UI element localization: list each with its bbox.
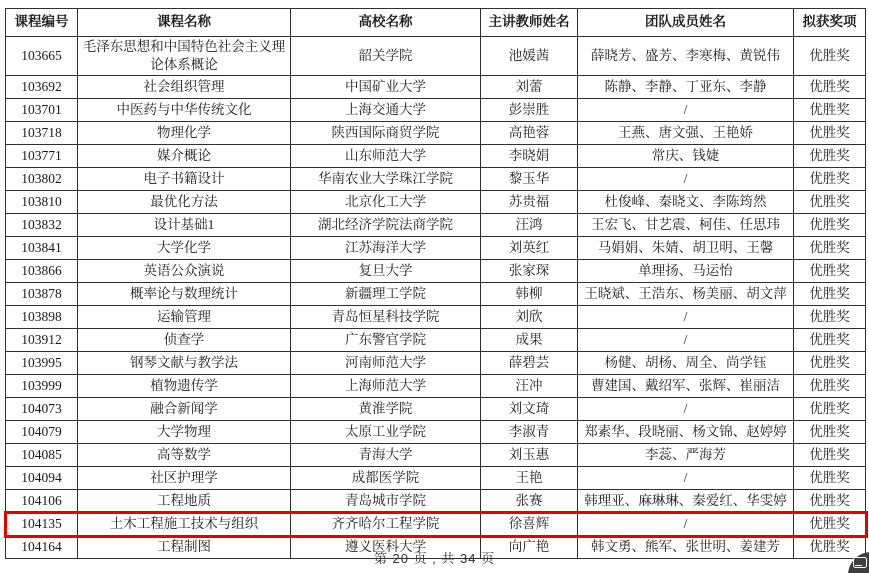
cell-course-name: 概率论与数理统计 xyxy=(78,283,291,306)
cell-teacher: 刘玉惠 xyxy=(481,444,578,467)
cell-award: 优胜奖 xyxy=(794,260,866,283)
cell-course-name: 运输管理 xyxy=(78,306,291,329)
cell-university: 韶关学院 xyxy=(291,37,481,76)
cell-course-no: 104164 xyxy=(6,536,78,559)
cell-university: 江苏海洋大学 xyxy=(291,237,481,260)
cell-course-no: 103802 xyxy=(6,168,78,191)
header-course-no: 课程编号 xyxy=(6,9,78,37)
cell-team: / xyxy=(578,99,794,122)
table-row xyxy=(6,145,866,168)
cell-university: 太原工业学院 xyxy=(291,421,481,444)
cell-team: 单理扬、马运怡 xyxy=(578,260,794,283)
page-number: 第 20 页 , 共 34 页 xyxy=(373,551,496,566)
cell-university: 青海大学 xyxy=(291,444,481,467)
cell-team: / xyxy=(578,398,794,421)
cell-award: 优胜奖 xyxy=(794,421,866,444)
cell-team: 杨健、胡杨、周全、尚学钰 xyxy=(578,352,794,375)
cell-university: 齐齐哈尔工程学院 xyxy=(291,513,481,536)
cell-award: 优胜奖 xyxy=(794,490,866,513)
cell-university: 新疆理工学院 xyxy=(291,283,481,306)
cell-course-no: 103841 xyxy=(6,237,78,260)
cell-course-name: 工程制图 xyxy=(78,536,291,559)
cell-teacher: 汪冲 xyxy=(481,375,578,398)
cell-teacher: 李淑青 xyxy=(481,421,578,444)
cell-course-no: 103718 xyxy=(6,122,78,145)
cell-team: 韩理亚、麻琳琳、秦爱红、华雯婷 xyxy=(578,490,794,513)
cell-team: / xyxy=(578,306,794,329)
cell-course-no: 104079 xyxy=(6,421,78,444)
cell-university: 中国矿业大学 xyxy=(291,76,481,99)
table-row xyxy=(6,76,866,99)
cell-course-no: 103912 xyxy=(6,329,78,352)
cell-award: 优胜奖 xyxy=(794,76,866,99)
table-row xyxy=(6,444,866,467)
table-row xyxy=(6,214,866,237)
cell-course-no: 104085 xyxy=(6,444,78,467)
cell-course-no: 103898 xyxy=(6,306,78,329)
header-university: 高校名称 xyxy=(291,9,481,37)
table-row xyxy=(6,237,866,260)
header-course-name: 课程名称 xyxy=(78,9,291,37)
cell-course-name: 电子书籍设计 xyxy=(78,168,291,191)
cell-course-name: 侦查学 xyxy=(78,329,291,352)
cell-teacher: 徐喜辉 xyxy=(481,513,578,536)
cell-teacher: 苏贵福 xyxy=(481,191,578,214)
cell-team: 王宏飞、甘艺震、柯佳、任思玮 xyxy=(578,214,794,237)
cell-team: 王燕、唐文强、王艳娇 xyxy=(578,122,794,145)
cell-team: 薛晓芳、盛芳、李寒梅、黄锐伟 xyxy=(578,37,794,76)
cell-university: 上海交通大学 xyxy=(291,99,481,122)
cell-course-name: 植物遗传学 xyxy=(78,375,291,398)
table-row xyxy=(6,122,866,145)
cell-course-name: 高等数学 xyxy=(78,444,291,467)
cell-teacher: 张赛 xyxy=(481,490,578,513)
table-row xyxy=(6,283,866,306)
cell-team: 马娟娟、朱婧、胡卫明、王馨 xyxy=(578,237,794,260)
header-teacher: 主讲教师姓名 xyxy=(481,9,578,37)
header-row xyxy=(6,9,866,37)
cell-course-no: 103701 xyxy=(6,99,78,122)
cell-university: 河南师范大学 xyxy=(291,352,481,375)
cell-teacher: 彭崇胜 xyxy=(481,99,578,122)
cell-team: 曹建国、戴绍军、张辉、崔丽洁 xyxy=(578,375,794,398)
cell-university: 陕西国际商贸学院 xyxy=(291,122,481,145)
cell-teacher: 张家琛 xyxy=(481,260,578,283)
cell-course-no: 103866 xyxy=(6,260,78,283)
cell-team: 杜俊峰、秦晓文、李陈筠然 xyxy=(578,191,794,214)
cell-teacher: 高艳蓉 xyxy=(481,122,578,145)
table-row xyxy=(6,99,866,122)
cell-award: 优胜奖 xyxy=(794,467,866,490)
cell-teacher: 刘文琦 xyxy=(481,398,578,421)
cell-university: 青岛恒星科技学院 xyxy=(291,306,481,329)
cell-course-no: 104094 xyxy=(6,467,78,490)
cell-university: 复旦大学 xyxy=(291,260,481,283)
card-icon xyxy=(853,557,867,568)
cell-award: 优胜奖 xyxy=(794,145,866,168)
cell-course-name: 英语公众演说 xyxy=(78,260,291,283)
cell-course-no: 103810 xyxy=(6,191,78,214)
cell-course-name: 大学化学 xyxy=(78,237,291,260)
table-row xyxy=(6,375,866,398)
cell-course-name: 钢琴文献与教学法 xyxy=(78,352,291,375)
table-row-highlighted xyxy=(6,513,866,536)
cell-university: 黄淮学院 xyxy=(291,398,481,421)
cell-teacher: 向广艳 xyxy=(481,536,578,559)
cell-course-no: 103832 xyxy=(6,214,78,237)
table-row xyxy=(6,37,866,76)
cell-award: 优胜奖 xyxy=(794,375,866,398)
cell-course-name: 融合新闻学 xyxy=(78,398,291,421)
table-row xyxy=(6,467,866,490)
cell-course-no: 104106 xyxy=(6,490,78,513)
cell-team: / xyxy=(578,329,794,352)
cell-course-no: 104135 xyxy=(6,513,78,536)
table-row xyxy=(6,329,866,352)
table-row xyxy=(6,168,866,191)
awards-table xyxy=(5,8,866,559)
cell-team: 常庆、钱婕 xyxy=(578,145,794,168)
cell-course-name: 媒介概论 xyxy=(78,145,291,168)
cell-course-name: 最优化方法 xyxy=(78,191,291,214)
cell-award: 优胜奖 xyxy=(794,398,866,421)
cell-course-no: 103999 xyxy=(6,375,78,398)
cell-award: 优胜奖 xyxy=(794,214,866,237)
cell-university: 山东师范大学 xyxy=(291,145,481,168)
cell-course-name: 社会组织管理 xyxy=(78,76,291,99)
cell-teacher: 李晓娟 xyxy=(481,145,578,168)
header-team: 团队成员姓名 xyxy=(578,9,794,37)
cell-course-name: 土木工程施工技术与组织 xyxy=(78,513,291,536)
cell-teacher: 池媛茜 xyxy=(481,37,578,76)
cell-university: 遵义医科大学 xyxy=(291,536,481,559)
cell-course-no: 103692 xyxy=(6,76,78,99)
cell-course-name: 毛泽东思想和中国特色社会主义理论体系概论 xyxy=(78,37,291,76)
cell-course-no: 103878 xyxy=(6,283,78,306)
cell-university: 青岛城市学院 xyxy=(291,490,481,513)
cell-course-name: 中医药与中华传统文化 xyxy=(78,99,291,122)
table-row xyxy=(6,191,866,214)
cell-university: 湖北经济学院法商学院 xyxy=(291,214,481,237)
cell-university: 广东警官学院 xyxy=(291,329,481,352)
cell-award: 优胜奖 xyxy=(794,444,866,467)
cell-team: / xyxy=(578,467,794,490)
cell-course-name: 社区护理学 xyxy=(78,467,291,490)
cell-award: 优胜奖 xyxy=(794,329,866,352)
cell-course-no: 103771 xyxy=(6,145,78,168)
table-body xyxy=(6,37,866,559)
cell-university: 上海师范大学 xyxy=(291,375,481,398)
cell-team: / xyxy=(578,513,794,536)
cell-teacher: 韩柳 xyxy=(481,283,578,306)
cell-award: 优胜奖 xyxy=(794,99,866,122)
cell-award: 优胜奖 xyxy=(794,191,866,214)
cell-course-name: 设计基础1 xyxy=(78,214,291,237)
cell-teacher: 刘英红 xyxy=(481,237,578,260)
cell-course-name: 大学物理 xyxy=(78,421,291,444)
cell-course-no: 104073 xyxy=(6,398,78,421)
cell-award: 优胜奖 xyxy=(794,237,866,260)
cell-teacher: 黎玉华 xyxy=(481,168,578,191)
cell-award: 优胜奖 xyxy=(794,283,866,306)
cell-university: 华南农业大学珠江学院 xyxy=(291,168,481,191)
table-row xyxy=(6,421,866,444)
cell-award: 优胜奖 xyxy=(794,37,866,76)
cell-award: 优胜奖 xyxy=(794,536,866,559)
cell-teacher: 刘欣 xyxy=(481,306,578,329)
cell-award: 优胜奖 xyxy=(794,513,866,536)
table-row xyxy=(6,490,866,513)
header-award: 拟获奖项 xyxy=(794,9,866,37)
cell-team: 韩文勇、熊军、张世明、姜建芳 xyxy=(578,536,794,559)
cell-course-no: 103665 xyxy=(6,37,78,76)
table-row xyxy=(6,260,866,283)
table-row xyxy=(6,352,866,375)
cell-award: 优胜奖 xyxy=(794,122,866,145)
cell-team: 李蕊、严海芳 xyxy=(578,444,794,467)
cell-team: 郑素华、段晓丽、杨文锦、赵婷婷 xyxy=(578,421,794,444)
cell-team: 王晓斌、王浩东、杨美丽、胡文萍 xyxy=(578,283,794,306)
cell-teacher: 薛碧芸 xyxy=(481,352,578,375)
cell-teacher: 成果 xyxy=(481,329,578,352)
cell-university: 北京化工大学 xyxy=(291,191,481,214)
cell-team: / xyxy=(578,168,794,191)
cell-course-name: 工程地质 xyxy=(78,490,291,513)
table-row xyxy=(6,306,866,329)
cell-university: 成都医学院 xyxy=(291,467,481,490)
cell-teacher: 汪鸿 xyxy=(481,214,578,237)
table-row xyxy=(6,398,866,421)
cell-award: 优胜奖 xyxy=(794,306,866,329)
cell-award: 优胜奖 xyxy=(794,168,866,191)
cell-teacher: 王艳 xyxy=(481,467,578,490)
cell-course-no: 103995 xyxy=(6,352,78,375)
cell-course-name: 物理化学 xyxy=(78,122,291,145)
cell-team: 陈静、李静、丁亚东、李静 xyxy=(578,76,794,99)
cell-award: 优胜奖 xyxy=(794,352,866,375)
cell-teacher: 刘蕾 xyxy=(481,76,578,99)
